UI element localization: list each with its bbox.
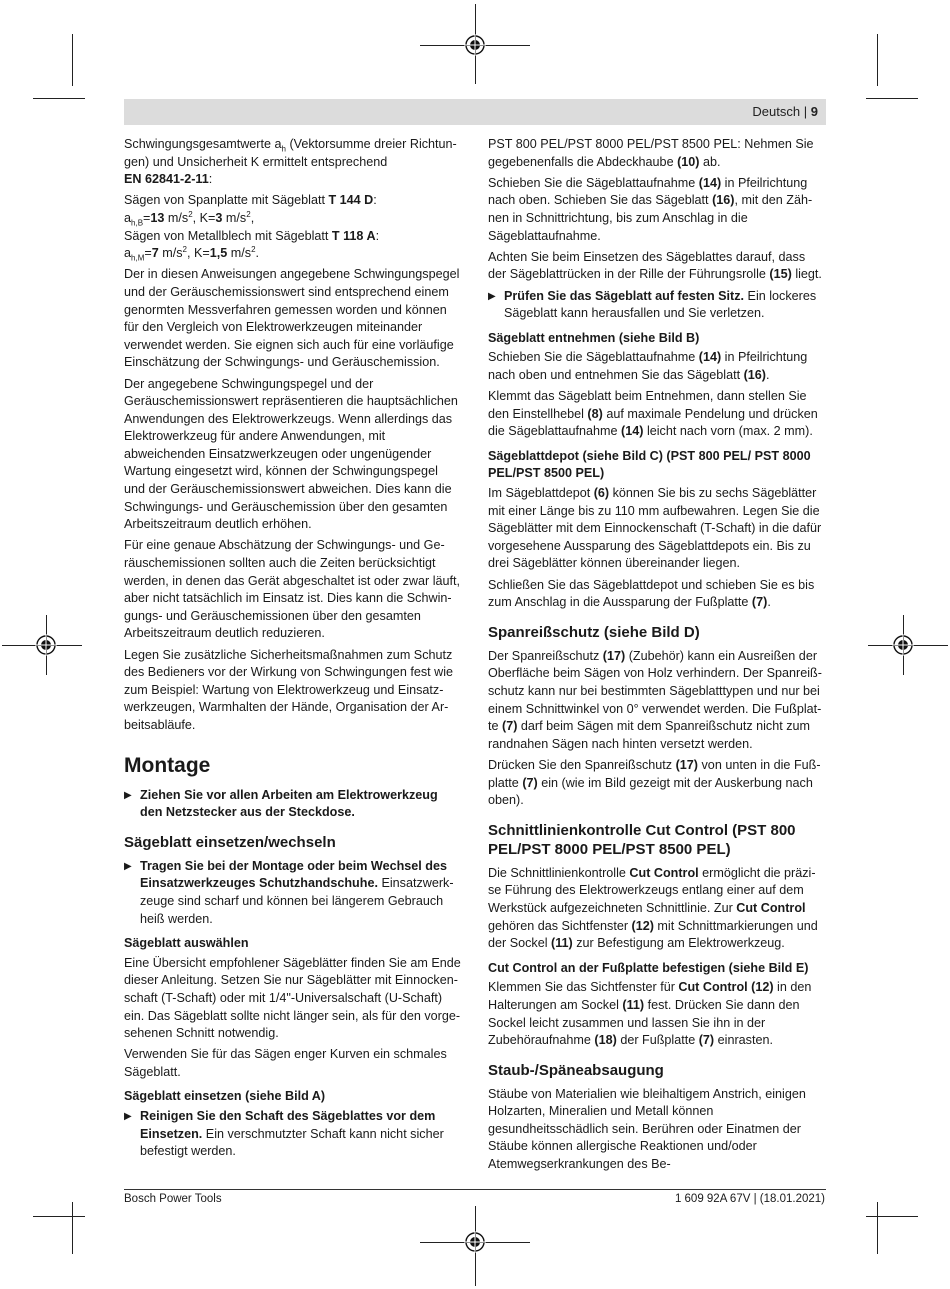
page-label (752, 104, 818, 119)
registration-mark-icon (892, 634, 914, 656)
crop-mark (877, 34, 878, 86)
paragraph: Sägen von Spanplatte mit Sägeblatt T 144 D: $a_{h,B}=13$ $m/s^2$, K=3 $m/s^2$, Sägen von Metallblech mit Sägeblatt T 118 A: $a_{h,M}=7$ $m/s^2$, K=1,5 $m/s^2$. (124, 193, 380, 263)
crop-mark (33, 1216, 85, 1217)
crop-mark (33, 98, 85, 99)
warning-bullet: ▶ Tragen Sie bei der Montage oder beim Wechsel des Einsatzwerkzeuges Schutzhandschuhe. Einsatzwerkzeuge sind scharf und können bei längerem Gebrauch heiß werden. (124, 858, 462, 928)
crop-mark (877, 1202, 878, 1254)
registration-mark-icon (464, 34, 486, 56)
right-column (488, 136, 822, 1177)
paragraph: Im Sägeblattdepot (6) können Sie bis zu sechs Sägeblätter mit einer Länge bis zu 110 mm aufbewahren. Legen Sie die Sägeblätter mit dem Einnockenschaft (T-Schaft) in die dafür vorgesehene Aussparung des Sägeblattdepots ein. Bis zu drei Sägeblätter können übereinander liegen. (488, 486, 822, 571)
language-label: Deutsch (752, 104, 801, 119)
paragraph: Die Schnittlinienkontrolle Cut Control ermöglicht die präzise Führung des Elektrowerkzeugs entlang einer auf dem Werkstück aufgezeichneten Schnittlinie. Zur Cut Control gehören das Sichtfenster (12) mit Schnittmarkierungen und der Sockel (11) zur Befestigung am Elektrowerkzeug. (488, 865, 818, 951)
footer-brand: Bosch Power Tools (124, 1193, 222, 1205)
paragraph: Achten Sie beim Einsetzen des Sägeblattes darauf, dass der Sägeblattrücken in der Rille der Führungsrolle (15) liegt. (488, 249, 822, 282)
page-number: 9 (810, 104, 818, 119)
paragraph: Verwenden Sie für das Sägen enger Kurven ein schmales Sägeblatt. (124, 1047, 447, 1079)
paragraph: Legen Sie zusätzliche Sicherheitsmaßnahmen zum Schutz des Bedieners vor der Wirkung von Schwingungen fest wie zum Beispiel: Wartung von Elektrowerkzeug und Einsatzwerkzeugen, Warmhalten der Hände, Organisation der Arbeitsabläufe. (124, 647, 454, 732)
paragraph: Klemmen Sie das Sichtfenster für Cut Control (12) in den Halterungen am Sockel (11) fest. Drücken Sie dann den Sockel leicht zusammen und lassen Sie ihn in der Zubehöraufnahme (18) der Fußplatte (7) einrasten. (488, 980, 812, 1048)
paragraph: Klemmt das Sägeblatt beim Entnehmen, dann stellen Sie den Einstellhebel (8) auf maximale Pendelung und drücken die Sägeblattaufnahme (14) leicht nach vorn (max. 2 mm). (488, 389, 818, 439)
warning-bullet: ▶ Ziehen Sie vor allen Arbeiten am Elektrowerkzeug den Netzstecker aus der Steckdose. (124, 787, 462, 822)
paragraph: Der Spanreißschutz (17) (Zubehör) kann ein Ausreißen der Oberfläche beim Sägen von Holz verhindern. Der Spanreißschutz kann nur bei bestimmten Sägeblatttypen und nur bei einem Schnittwinkel von 0° verwendet werden. Die Fußplatte (7) darf beim Sägen mit dem Spanreißschutz nicht zum randnahen Sägen nach hinten versetzt werden. (488, 648, 822, 751)
subheading-staub: Staub-/Späneabsaugung (488, 1061, 664, 1079)
paragraph: Drücken Sie den Spanreißschutz (17) von unten in die Fußplatte (7) ein (wie im Bild gezeigt mit der Auskerbung nach oben). (488, 757, 821, 808)
subheading-spanreissschutz: Spanreißschutz (siehe Bild D) (488, 623, 700, 641)
paragraph: Schieben Sie die Sägeblattaufnahme (14) in Pfeilrichtung nach oben und entnehmen Sie das Sägeblatt (16). (488, 350, 808, 382)
subheading-cut-control: Schnittlinienkontrolle Cut Control (PST 800 PEL/PST 8000 PEL/PST 8500 PEL) (488, 821, 796, 858)
crop-mark (866, 1216, 918, 1217)
crop-mark (72, 1202, 73, 1254)
subheading-cc-befestigen: Cut Control an der Fußplatte befestigen (siehe Bild E) (488, 960, 809, 975)
paragraph: PST 800 PEL/PST 8000 PEL/PST 8500 PEL: Nehmen Sie gegebenenfalls die Abdeckhaube (10) ab. (488, 137, 814, 169)
warning-bullet: ▶ Prüfen Sie das Sägeblatt auf festen Sitz. Ein lockeres Sägeblatt kann herausfallen und Sie verletzen. (488, 288, 822, 323)
paragraph: Schieben Sie die Sägeblattaufnahme (14) in Pfeilrichtung nach oben. Schieben Sie das Sägeblatt (16), mit den Zähnen in Schnittrichtung, bis zum Anschlag in die Sägeblattaufnahme. (488, 175, 813, 243)
registration-mark-icon (464, 1231, 486, 1253)
paragraph: Eine Übersicht empfohlener Sägeblätter finden Sie am Ende dieser Anleitung. Setzen Sie nur Sägeblätter mit Einnockenschaft (T-Schaft) oder mit 1/4"-Universalschaft (U-Schaft) ein. Das Sägeblatt sollte nicht länger sein, als für den vorgesehenen Schnitt notwendig. (124, 955, 461, 1041)
crop-mark (866, 98, 918, 99)
paragraph: Schließen Sie das Sägeblattdepot und schieben Sie es bis zum Anschlag in die Aussparung der Fußplatte (7). (488, 577, 815, 610)
left-column (124, 136, 462, 1164)
subheading-entnehmen: Sägeblatt entnehmen (siehe Bild B) (488, 330, 700, 345)
footer-doc-id: 1 609 92A 67V | (18.01.2021) (674, 1193, 825, 1205)
paragraph: Für eine genaue Abschätzung der Schwingungs- und Geräuschemissionen sollten auch die Zeiten berücksichtigt werden, in denen das Gerät abgeschaltet ist oder zwar läuft, aber nicht tatsächlich im Einsatz ist. Dies kann die Schwingungs- und Geräuschemissionen über den gesamten Arbeitszeitraum deutlich reduzieren. (124, 538, 461, 641)
subheading-einsetzen-wechseln: Sägeblatt einsetzen/wechseln (124, 833, 336, 851)
paragraph: Der angegebene Schwingungspegel und der Geräuschemissionswert repräsentieren die hauptsächlichen Anwendungen des Elektrowerkzeugs. Wenn allerdings das Elektrowerkzeug für andere Anwendungen, mit abweichenden Einsatzwerkzeugen oder ungenügender Wartung eingesetzt wird, können der Schwingungspegel und der Geräuschemissionswert abweichen. Dies kann die Schwingungs- und Geräuschemission über den gesamten Arbeitszeitraum deutlich erhöhen. (124, 376, 458, 532)
subheading-depot: Sägeblattdepot (siehe Bild C) (PST 800 PEL/ PST 8000 PEL/PST 8500 PEL) (488, 448, 811, 481)
header-separator: | (803, 104, 808, 119)
page-header (124, 99, 826, 125)
section-heading-montage: Montage (124, 753, 211, 777)
footer-divider (124, 1189, 826, 1190)
paragraph: Der in diesen Anweisungen angegebene Schwingungspegel und der Geräuschemissionswert sind entsprechend einem genormten Messverfahren gemessen worden und können für den Vergleich von Elektrowerkzeugen miteinander verwendet werden. Sie eignen sich auch für eine vorläufige Einschätzung der Schwingungs- und Geräuschemission. (124, 267, 460, 370)
crop-mark (72, 34, 73, 86)
paragraph: Schwingungsgesamtwerte $a_h$ (Vektorsumme dreier Richtungen) und Unsicherheit K ermittelt entsprechend EN 62841-2-11: (124, 137, 457, 187)
warning-bullet: ▶ Reinigen Sie den Schaft des Sägeblattes vor dem Einsetzen. Ein verschmutzter Schaft kann nicht sicher befestigt werden. (124, 1108, 462, 1161)
registration-mark-icon (35, 634, 57, 656)
subheading-einsetzen-a: Sägeblatt einsetzen (siehe Bild A) (124, 1089, 326, 1104)
subheading-auswaehlen: Sägeblatt auswählen (124, 936, 249, 951)
paragraph: Stäube von Materialien wie bleihaltigem Anstrich, einigen Holzarten, Mineralien und Metall können gesundheitsschädlich sein. Berühren oder Einatmen der Stäube können allergische Reaktionen und/oder Atemwegserkrankungen des Be- (488, 1086, 806, 1172)
